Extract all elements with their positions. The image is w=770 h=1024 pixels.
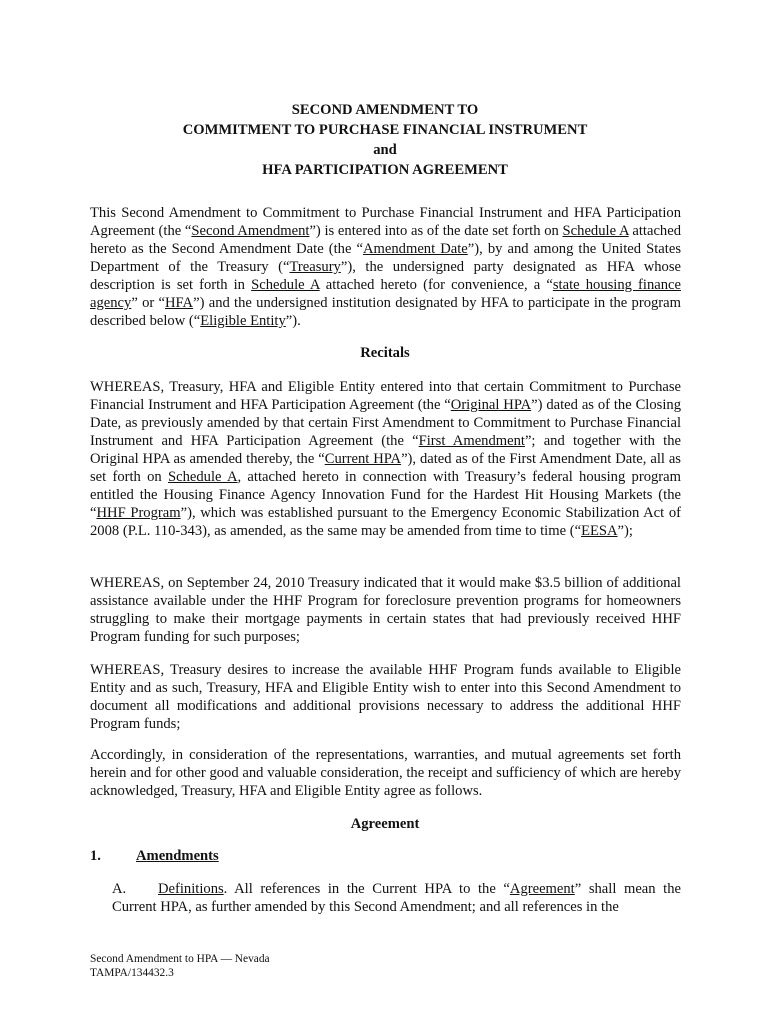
term-second-amendment: Second Amendment [191, 223, 310, 239]
subsection-a: A. Definitions. All references in the Current HPA to the “Agreement” shall mean the Current HPA, as further amended by this Second Amendment; and all references in the [112, 881, 681, 915]
term-eesa: EESA [581, 523, 618, 539]
page-footer [90, 952, 270, 980]
recitals-heading: Recitals [360, 345, 410, 361]
recital-paragraph-3: WHEREAS, Treasury desires to increase the available HHF Program funds available to Eligible Entity and as such, Treasury, HFA and Eligible Entity wish to enter into this Second Amendment to document all modifications and additional provisions necessary to address the additional HHF Program funds; [90, 662, 681, 732]
term-state-housing-finance-agency: state housing finance agency [90, 277, 681, 311]
term-original-hpa: Original HPA [450, 397, 532, 413]
intro-paragraph: This Second Amendment to Commitment to Purchase Financial Instrument and HFA Participation Agreement (the “Second Amendment”) is entered into as of the date set forth on Schedule A attached hereto as the Second Amendment Date (the “Amendment Date”), by and among the United States Department of the Treasury (“Treasury”), the undersigned party designated as HFA whose description is set forth in Schedule A attached hereto (for convenience, a “state housing finance agency” or “HFA”) and the undersigned institution designated by HFA to participate in the program described below (“Eligible Entity”). [90, 205, 682, 329]
term-hhf-program: HHF Program [96, 505, 181, 521]
term-eligible-entity: Eligible Entity [200, 313, 286, 329]
subsection-title: Definitions [158, 881, 224, 897]
term-schedule-a: Schedule A [562, 223, 629, 239]
term-hfa: HFA [164, 295, 194, 311]
recital-paragraph-1: WHEREAS, Treasury, HFA and Eligible Entity entered into that certain Commitment to Purchase Financial Instrument and HFA Participation Agreement (the “Original HPA”) dated as of the Closing Date, as previously amended by that certain First Amendment to Commitment to Purchase Financial Instrument and HFA Participation Agreement (the “First Amendment”; and together with the Original HPA as amended thereby, the “Current HPA”), dated as of the First Amendment Date, all as set forth on Schedule A, attached hereto in connection with Treasury’s federal housing program entitled the Housing Finance Agency Innovation Fund for the Hardest Hit Housing Markets (the “HHF Program”), which was established pursuant to the Emergency Economic Stabilization Act of 2008 (P.L. 110-343), as amended, as the same may be amended from time to time (“EESA”); [90, 379, 681, 539]
title-line-3: and [373, 142, 397, 158]
agreement-heading: Agreement [350, 816, 420, 832]
term-amendment-date: Amendment Date [363, 241, 468, 257]
term-schedule-a-2: Schedule A [251, 277, 320, 293]
recital-paragraph-4: Accordingly, in consideration of the representations, warranties, and mutual agreements set forth herein and for other good and valuable consideration, the receipt and sufficiency of which are hereby acknowledged, Treasury, HFA and Eligible Entity agree as follows. [90, 747, 681, 799]
term-agreement: Agreement [509, 881, 575, 897]
term-schedule-a-3: Schedule A [168, 469, 238, 485]
recital-paragraph-2: WHEREAS, on September 24, 2010 Treasury indicated that it would make $3.5 billion of additional assistance available under the HHF Program for foreclosure prevention programs for homeowners struggling to make their mortgage payments in certain states that had previously received HHF Program funding for such purposes; [90, 575, 681, 645]
term-first-amendment: First Amendment [418, 433, 525, 449]
section-1-heading [90, 848, 219, 865]
subsection-label: A. [112, 881, 127, 897]
term-current-hpa: Current HPA [324, 451, 402, 467]
document-title [0, 100, 770, 180]
title-line-1: SECOND AMENDMENT TO [291, 102, 479, 118]
footer-line-1: Second Amendment to HPA — Nevada [90, 953, 270, 965]
title-line-2: COMMITMENT TO PURCHASE FINANCIAL INSTRUMENT [182, 122, 588, 138]
title-line-4: HFA PARTICIPATION AGREEMENT [262, 162, 508, 178]
section-number: 1. [90, 848, 101, 864]
term-treasury: Treasury [289, 259, 341, 275]
section-title: Amendments [136, 848, 219, 864]
footer-line-2: TAMPA/134432.3 [90, 967, 174, 979]
